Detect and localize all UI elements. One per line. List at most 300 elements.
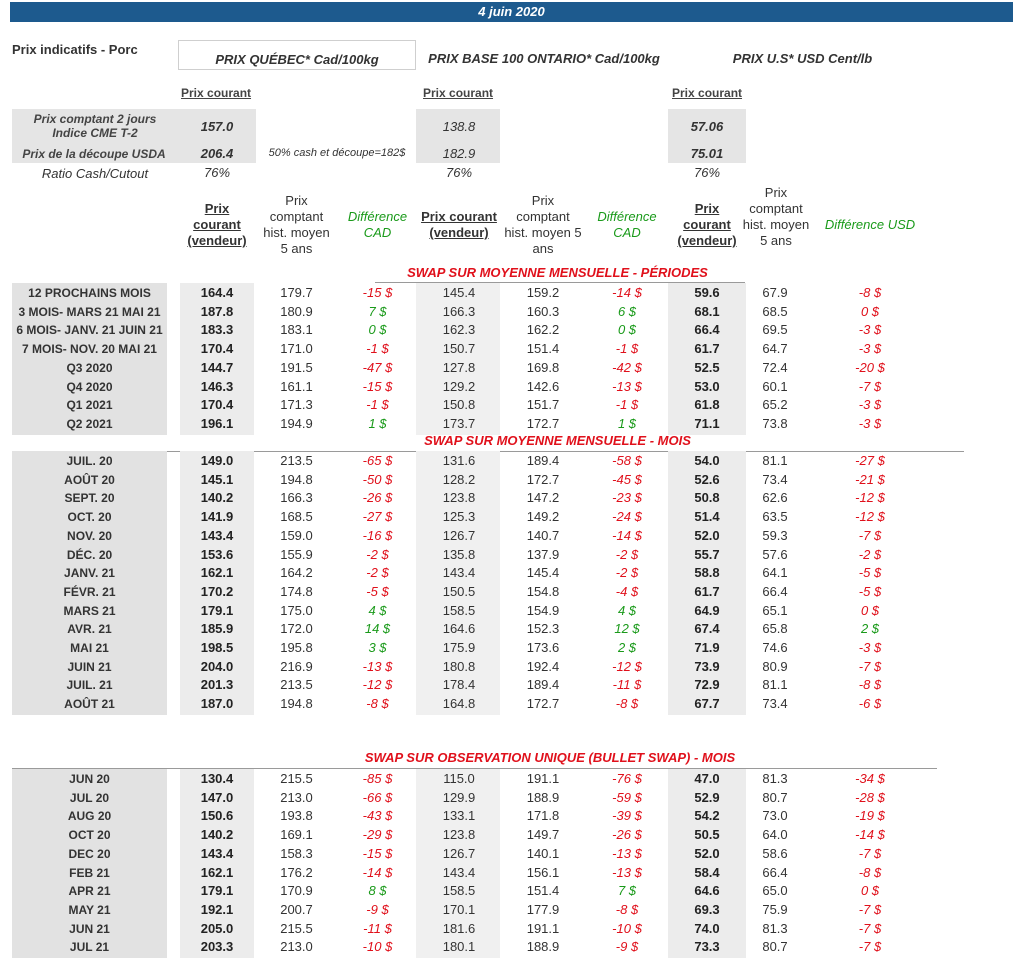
- quebec-current: 162.1: [200, 565, 234, 581]
- us-hist-avg: 72.4: [762, 359, 788, 375]
- cash-cutout-note: 50% cash et découpe=182$: [268, 147, 406, 159]
- quebec-current: 140.2: [200, 490, 234, 506]
- us-diff: -7 $: [858, 901, 882, 917]
- quebec-hist-avg: 172.0: [280, 621, 313, 637]
- quebec-diff: 3 $: [368, 640, 387, 655]
- ontario-hist-avg: 152.3: [526, 621, 560, 637]
- quebec-diff: -65 $: [362, 453, 393, 468]
- quebec-diff: -27 $: [362, 509, 393, 525]
- us-hist-avg: 64.1: [762, 565, 788, 581]
- ontario-hist-avg: 154.9: [526, 602, 560, 618]
- us-current: 61.7: [694, 583, 720, 599]
- us-hist-avg: 81.1: [762, 453, 788, 468]
- ontario-hist-avg: 147.2: [526, 490, 560, 506]
- ontario-hist-avg: 189.4: [526, 677, 560, 693]
- quebec-hist-avg: 194.8: [280, 696, 313, 712]
- ontario-current: 135.8: [442, 546, 476, 562]
- row-label: OCT. 20: [67, 510, 112, 525]
- quebec-hist-avg: 168.5: [280, 509, 313, 525]
- ontario-current: 123.8: [442, 827, 476, 843]
- quebec-current: 143.4: [200, 845, 234, 861]
- quebec-hist-avg: 215.5: [280, 920, 313, 936]
- table-row: [0, 415, 1024, 434]
- quebec-diff: -8 $: [366, 696, 389, 712]
- us-current: 66.4: [694, 322, 720, 338]
- ontario-diff: 0 $: [617, 322, 637, 338]
- row-label: JUIL. 20: [66, 454, 113, 468]
- quebec-hist-avg: 213.0: [280, 939, 313, 955]
- us-hist-avg: 74.6: [762, 640, 788, 655]
- table-row: [0, 695, 1024, 714]
- quebec-current: 187.8: [200, 303, 234, 319]
- ontario-current: 150.8: [442, 397, 476, 413]
- us-hist-avg: 67.9: [762, 285, 788, 300]
- ontario-hist-avg: 149.2: [526, 509, 560, 525]
- ontario-current: 143.4: [442, 565, 476, 581]
- ontario-diff: -58 $: [612, 453, 642, 468]
- us-diff: 0 $: [860, 883, 880, 899]
- us-diff: -7 $: [858, 658, 882, 674]
- quebec-hist-avg: 180.9: [280, 303, 313, 319]
- col-header-quebec-diff: Différence CAD: [347, 209, 408, 240]
- ontario-diff: -26 $: [612, 827, 642, 843]
- us-diff: -34 $: [855, 771, 885, 786]
- quebec-current: 179.1: [200, 883, 234, 899]
- ontario-hist-avg: 159.2: [526, 285, 560, 300]
- quebec-hist-avg: 166.3: [280, 490, 313, 506]
- ontario-current: 125.3: [442, 509, 476, 525]
- cutout-label: Prix de la découpe USDA: [22, 147, 166, 161]
- ontario-current: 129.9: [442, 789, 476, 805]
- ontario-current: 126.7: [442, 527, 476, 543]
- col-header-quebec-hist: Prix comptant hist. moyen 5 ans: [263, 193, 330, 256]
- quebec-cash-value: 157.0: [200, 119, 234, 134]
- ontario-current: 131.6: [442, 453, 476, 468]
- row-label: 12 PROCHAINS MOIS: [28, 286, 151, 300]
- ontario-diff: -13 $: [612, 864, 642, 880]
- us-hist-avg: 59.3: [762, 527, 788, 543]
- ontario-diff: -14 $: [612, 285, 642, 300]
- ontario-diff: -1 $: [615, 397, 639, 413]
- ontario-hist-avg: 145.4: [526, 565, 560, 581]
- quebec-current: 143.4: [200, 527, 234, 543]
- quebec-diff: -43 $: [362, 808, 393, 824]
- us-hist-avg: 80.7: [762, 789, 788, 805]
- us-current: 54.0: [694, 453, 720, 468]
- quebec-hist-avg: 215.5: [280, 771, 313, 786]
- ontario-current: 180.1: [442, 939, 476, 955]
- table-row: [0, 452, 1024, 471]
- quebec-diff: -16 $: [362, 527, 393, 543]
- table-row: [0, 901, 1024, 920]
- ontario-diff: -2 $: [615, 565, 639, 581]
- ontario-current: 123.8: [442, 490, 476, 506]
- us-diff: -6 $: [858, 696, 882, 712]
- ontario-hist-avg: 189.4: [526, 453, 560, 468]
- quebec-hist-avg: 194.8: [280, 471, 313, 487]
- row-label: 7 MOIS- NOV. 20 MAI 21: [22, 342, 157, 357]
- ontario-current: 181.6: [442, 920, 476, 936]
- quebec-current: 144.7: [200, 359, 234, 375]
- ontario-hist-avg: 162.2: [526, 322, 560, 338]
- us-diff: 2 $: [860, 621, 880, 637]
- ontario-hist-avg: 188.9: [526, 789, 560, 805]
- ontario-cash-value: 138.8: [442, 119, 476, 134]
- us-current: 71.9: [694, 640, 720, 655]
- quebec-cutout-value: 206.4: [200, 146, 234, 161]
- us-diff: -5 $: [858, 583, 882, 599]
- ontario-hist-avg: 172.7: [526, 471, 560, 487]
- market-header-ontario: PRIX BASE 100 ONTARIO* Cad/100kg: [428, 51, 660, 66]
- table-row: [0, 564, 1024, 583]
- ontario-diff: 12 $: [614, 621, 640, 637]
- row-label: Q3 2020: [66, 360, 113, 375]
- quebec-diff: -15 $: [362, 845, 393, 861]
- ontario-hist-avg: 171.8: [526, 808, 560, 824]
- row-label: JANV. 21: [64, 566, 115, 581]
- us-current: 52.0: [694, 527, 720, 543]
- us-current: 69.3: [694, 901, 720, 917]
- us-hist-avg: 66.4: [762, 583, 788, 599]
- quebec-current: 150.6: [200, 808, 234, 824]
- col-header-us-diff: Différence USD: [824, 217, 916, 232]
- quebec-current: 185.9: [200, 621, 234, 637]
- table-row: [0, 378, 1024, 397]
- us-diff: -27 $: [855, 453, 885, 468]
- us-hist-avg: 68.5: [762, 303, 788, 319]
- table-row: [0, 321, 1024, 340]
- us-current: 68.1: [694, 303, 720, 319]
- table-row: [0, 770, 1024, 789]
- quebec-hist-avg: 216.9: [280, 658, 313, 674]
- quebec-hist-avg: 174.8: [280, 583, 313, 599]
- ontario-hist-avg: 191.1: [526, 771, 560, 786]
- quebec-diff: -13 $: [362, 658, 393, 674]
- page-title: Prix indicatifs - Porc: [12, 42, 138, 57]
- us-diff: -3 $: [858, 322, 882, 338]
- quebec-diff: -2 $: [366, 546, 389, 562]
- us-current: 53.0: [694, 378, 720, 394]
- ontario-current: 126.7: [442, 845, 476, 861]
- table-row: [0, 864, 1024, 883]
- us-current: 59.6: [694, 285, 720, 300]
- ontario-ratio-value: 76%: [445, 165, 473, 180]
- us-hist-avg: 73.0: [762, 808, 788, 824]
- quebec-hist-avg: 179.7: [280, 285, 313, 300]
- quebec-hist-avg: 171.3: [280, 397, 313, 413]
- ontario-current: 173.7: [442, 415, 476, 431]
- quebec-current: 192.1: [200, 901, 234, 917]
- us-hist-avg: 80.7: [762, 939, 788, 955]
- us-current: 73.9: [694, 658, 720, 674]
- quebec-current: 170.4: [200, 397, 234, 413]
- quebec-hist-avg: 158.3: [280, 845, 313, 861]
- quebec-diff: -11 $: [363, 920, 392, 936]
- row-label: AOÛT 20: [64, 472, 115, 487]
- us-hist-avg: 65.1: [762, 602, 788, 618]
- quebec-diff: -29 $: [362, 827, 393, 843]
- quebec-hist-avg: 183.1: [280, 322, 313, 338]
- quebec-current: 179.1: [200, 602, 234, 618]
- us-diff: -12 $: [855, 490, 885, 506]
- col-header-us-cur: Prix courant (vendeur): [677, 201, 737, 248]
- row-label: MARS 21: [63, 603, 116, 618]
- ontario-current: 133.1: [442, 808, 476, 824]
- quebec-current: 153.6: [200, 546, 234, 562]
- us-current: 61.7: [694, 341, 720, 357]
- table-row: [0, 676, 1024, 695]
- quebec-hist-avg: 193.8: [280, 808, 313, 824]
- ontario-diff: -2 $: [615, 546, 639, 562]
- ontario-hist-avg: 177.9: [526, 901, 560, 917]
- quebec-diff: -66 $: [362, 789, 393, 805]
- ontario-hist-avg: 191.1: [526, 920, 560, 936]
- us-hist-avg: 60.1: [762, 378, 788, 394]
- quebec-current: 201.3: [200, 677, 234, 693]
- row-label: MAY 21: [68, 902, 111, 917]
- quebec-hist-avg: 195.8: [280, 640, 313, 655]
- row-label: SEPT. 20: [64, 491, 115, 506]
- ontario-diff: -12 $: [612, 658, 642, 674]
- row-label: DÉC. 20: [66, 547, 113, 562]
- us-current: 51.4: [694, 509, 720, 525]
- quebec-diff: -50 $: [362, 471, 393, 487]
- us-hist-avg: 80.9: [762, 658, 788, 674]
- quebec-current: 145.1: [200, 471, 234, 487]
- table-row: [0, 471, 1024, 490]
- ontario-diff: -13 $: [612, 378, 642, 394]
- table-row: [0, 938, 1024, 957]
- us-hist-avg: 62.6: [762, 490, 788, 506]
- table-row: [0, 546, 1024, 565]
- section-title: SWAP SUR OBSERVATION UNIQUE (BULLET SWAP) - MOIS: [364, 750, 736, 765]
- ontario-diff: 6 $: [617, 303, 637, 319]
- us-current: 64.6: [694, 883, 720, 899]
- us-diff: -5 $: [858, 565, 882, 581]
- row-label: Q1 2021: [66, 398, 113, 413]
- ratio-label: Ratio Cash/Cutout: [41, 166, 149, 181]
- row-label: MAI 21: [70, 641, 109, 655]
- row-label: JUN 21: [69, 921, 110, 936]
- row-label: NOV. 20: [67, 528, 112, 543]
- us-diff: -7 $: [858, 378, 882, 394]
- quebec-current: 204.0: [200, 658, 234, 674]
- quebec-current: 187.0: [200, 696, 234, 712]
- quebec-diff: -1 $: [366, 341, 389, 357]
- table-row: [0, 807, 1024, 826]
- col-header-ontario-hist: Prix comptant hist. moyen 5 ans: [504, 193, 582, 256]
- ontario-diff: -59 $: [612, 789, 642, 805]
- market-header-quebec: PRIX QUÉBEC* Cad/100kg: [178, 40, 416, 70]
- us-ratio-value: 76%: [693, 165, 721, 180]
- us-current: 52.0: [694, 845, 720, 861]
- quebec-hist-avg: 164.2: [280, 565, 313, 581]
- quebec-current: 170.2: [200, 583, 234, 599]
- quebec-diff: -85 $: [362, 771, 393, 786]
- market-header-us: PRIX U.S* USD Cent/lb: [732, 51, 873, 66]
- prix-courant-label-us: Prix courant: [672, 86, 743, 100]
- quebec-hist-avg: 175.0: [280, 602, 313, 618]
- row-label: 6 MOIS- JANV. 21 JUIN 21: [16, 323, 163, 338]
- table-row: [0, 508, 1024, 527]
- ontario-diff: 7 $: [617, 883, 637, 899]
- row-label: AVR. 21: [67, 622, 112, 637]
- us-hist-avg: 58.6: [762, 845, 788, 861]
- us-current: 47.0: [694, 771, 720, 786]
- quebec-hist-avg: 155.9: [280, 546, 313, 562]
- ontario-current: 115.0: [443, 771, 475, 786]
- ontario-cutout-value: 182.9: [442, 146, 476, 161]
- section-title: SWAP SUR MOYENNE MENSUELLE - MOIS: [424, 433, 691, 448]
- col-header-us-hist: Prix comptant hist. moyen 5 ans: [742, 185, 810, 248]
- ontario-diff: -76 $: [612, 771, 642, 786]
- quebec-diff: 14 $: [364, 621, 391, 637]
- quebec-current: 203.3: [200, 939, 234, 955]
- us-diff: -7 $: [858, 527, 882, 543]
- us-hist-avg: 64.0: [762, 827, 788, 843]
- us-diff: -3 $: [858, 397, 882, 413]
- quebec-diff: 7 $: [368, 303, 387, 319]
- quebec-diff: -15 $: [362, 378, 393, 394]
- ontario-current: 166.3: [442, 303, 476, 319]
- us-cutout-value: 75.01: [690, 146, 724, 161]
- us-hist-avg: 64.7: [762, 341, 788, 357]
- us-current: 50.5: [694, 827, 720, 843]
- us-cash-value: 57.06: [690, 119, 724, 134]
- us-diff: -28 $: [855, 789, 885, 805]
- us-hist-avg: 73.8: [762, 415, 788, 431]
- table-row: [0, 826, 1024, 845]
- us-hist-avg: 57.6: [762, 546, 788, 562]
- ontario-current: 158.5: [442, 602, 476, 618]
- ontario-hist-avg: 140.1: [526, 845, 560, 861]
- table-row: [0, 489, 1024, 508]
- table-row: [0, 620, 1024, 639]
- quebec-current: 149.0: [200, 453, 234, 468]
- ontario-diff: -24 $: [612, 509, 642, 525]
- ontario-diff: -13 $: [612, 845, 642, 861]
- row-label: FEB 21: [69, 865, 110, 880]
- quebec-hist-avg: 170.9: [280, 883, 313, 899]
- table-row: [0, 396, 1024, 415]
- ontario-current: 158.5: [442, 883, 476, 899]
- us-current: 52.5: [694, 359, 720, 375]
- table-row: [0, 639, 1024, 658]
- quebec-diff: -10 $: [362, 939, 393, 955]
- quebec-current: 147.0: [200, 789, 234, 805]
- row-label: Q2 2021: [66, 416, 113, 431]
- cash-label: Prix comptant 2 jours Indice CME T-2: [33, 112, 157, 140]
- ontario-hist-avg: 192.4: [526, 658, 560, 674]
- ontario-current: 143.4: [442, 864, 476, 880]
- quebec-current: 130.4: [200, 771, 234, 786]
- row-label: JUN 20: [69, 772, 110, 786]
- table-row: [0, 359, 1024, 378]
- quebec-hist-avg: 213.0: [280, 789, 313, 805]
- ontario-hist-avg: 151.7: [526, 397, 560, 413]
- ontario-diff: -4 $: [615, 583, 639, 599]
- us-current: 55.7: [694, 546, 720, 562]
- us-diff: -8 $: [858, 285, 882, 300]
- ontario-diff: -45 $: [612, 471, 642, 487]
- us-current: 74.0: [694, 920, 720, 936]
- ontario-diff: -9 $: [615, 939, 639, 955]
- ontario-hist-avg: 172.7: [526, 696, 560, 712]
- table-row: [0, 583, 1024, 602]
- quebec-hist-avg: 213.5: [280, 453, 313, 468]
- us-diff: -8 $: [858, 677, 882, 693]
- quebec-diff: 0 $: [368, 322, 387, 338]
- quebec-diff: -9 $: [366, 901, 389, 917]
- ontario-current: 129.2: [442, 378, 476, 394]
- quebec-diff: -12 $: [362, 677, 393, 693]
- us-diff: -7 $: [858, 939, 882, 955]
- us-current: 58.4: [694, 864, 720, 880]
- quebec-current: 196.1: [200, 415, 234, 431]
- ontario-diff: 2 $: [617, 640, 637, 655]
- us-diff: -3 $: [858, 341, 882, 357]
- us-current: 61.8: [694, 397, 720, 413]
- us-current: 71.1: [694, 415, 720, 431]
- us-hist-avg: 63.5: [762, 509, 788, 525]
- us-current: 52.6: [694, 471, 720, 487]
- table-row: [0, 658, 1024, 677]
- table-row: [0, 845, 1024, 864]
- quebec-diff: -2 $: [366, 565, 389, 581]
- us-diff: -8 $: [858, 864, 882, 880]
- us-diff: 0 $: [860, 602, 880, 618]
- row-label: AOÛT 21: [64, 697, 115, 712]
- ontario-current: 150.5: [442, 583, 476, 599]
- ontario-current: 175.9: [442, 640, 476, 655]
- ontario-hist-avg: 156.1: [526, 864, 560, 880]
- prix-courant-label-ontario: Prix courant: [423, 86, 494, 100]
- us-current: 58.8: [694, 565, 720, 581]
- date-banner: 4 juin 2020: [10, 2, 1013, 22]
- ontario-current: 128.2: [442, 471, 476, 487]
- us-diff: -7 $: [858, 920, 882, 936]
- quebec-current: 140.2: [200, 827, 234, 843]
- quebec-diff: -1 $: [366, 397, 389, 413]
- section-title: SWAP SUR MOYENNE MENSUELLE - PÉRIODES: [407, 265, 708, 280]
- ontario-hist-avg: 169.8: [526, 359, 560, 375]
- quebec-hist-avg: 171.0: [280, 341, 313, 357]
- quebec-hist-avg: 200.7: [280, 901, 313, 917]
- us-current: 52.9: [694, 789, 720, 805]
- ontario-diff: -1 $: [615, 341, 639, 357]
- us-diff: 0 $: [860, 303, 880, 319]
- ontario-current: 162.3: [442, 322, 476, 338]
- quebec-diff: -47 $: [362, 359, 393, 375]
- us-hist-avg: 66.4: [762, 864, 788, 880]
- quebec-hist-avg: 176.2: [280, 864, 313, 880]
- row-label: JUIN 21: [67, 659, 112, 674]
- ontario-diff: -11 $: [612, 677, 642, 693]
- ontario-hist-avg: 151.4: [526, 341, 560, 357]
- us-hist-avg: 75.9: [762, 901, 788, 917]
- us-current: 73.3: [694, 939, 720, 955]
- row-label: AUG 20: [67, 809, 112, 824]
- quebec-current: 198.5: [200, 640, 234, 655]
- row-label: JUL 21: [69, 940, 110, 955]
- table-row: [0, 303, 1024, 322]
- ontario-current: 164.6: [442, 621, 476, 637]
- row-label: 3 MOIS- MARS 21 MAI 21: [18, 304, 161, 319]
- ontario-diff: -8 $: [615, 901, 639, 917]
- quebec-current: 170.4: [200, 341, 234, 357]
- table-row: [0, 602, 1024, 621]
- ontario-current: 170.1: [442, 901, 476, 917]
